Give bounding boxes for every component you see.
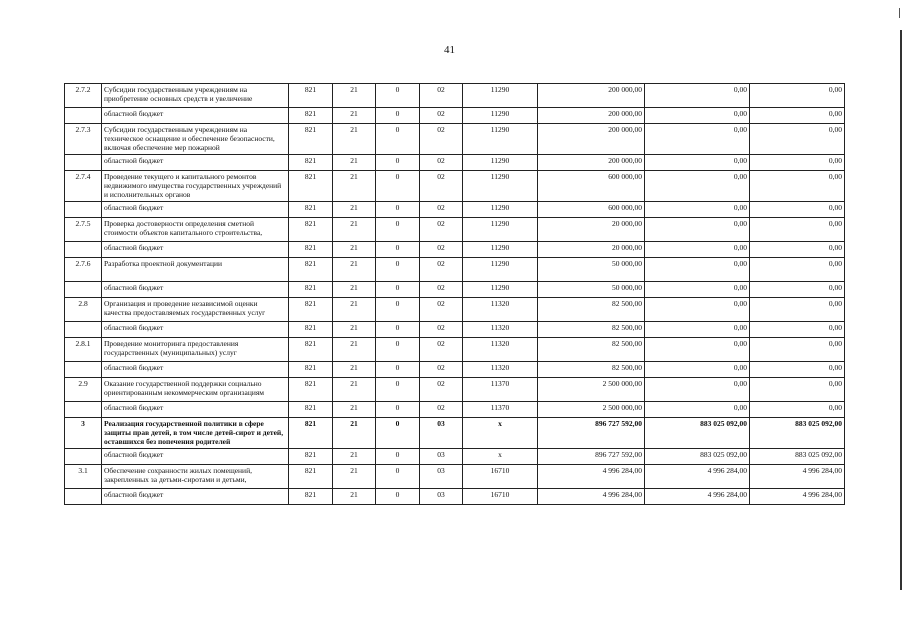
code-section: 21 — [333, 298, 376, 322]
amount-year-1: 20 000,00 — [538, 218, 645, 242]
budget-row — [65, 171, 845, 202]
code-subprogram: 03 — [420, 465, 463, 489]
code-program: 0 — [376, 449, 420, 465]
code-target: 11370 — [463, 378, 538, 402]
code-subprogram: 02 — [420, 298, 463, 322]
code-subprogram: 02 — [420, 84, 463, 108]
code-target: 11290 — [463, 155, 538, 171]
item-name: Проведение мониторинга предоставления государственных (муниципальных) услуг — [102, 338, 289, 362]
amount-year-2: 0,00 — [645, 108, 750, 124]
item-number: 2.7.4 — [65, 171, 102, 202]
budget-row — [65, 124, 845, 155]
amount-year-2: 883 025 092,00 — [645, 449, 750, 465]
budget-table-container — [64, 83, 844, 505]
amount-year-1: 600 000,00 — [538, 171, 645, 202]
budget-row — [65, 378, 845, 402]
amount-year-1: 200 000,00 — [538, 155, 645, 171]
budget-subrow — [65, 362, 845, 378]
code-gov: 821 — [289, 449, 333, 465]
item-name: областной бюджет — [102, 282, 289, 298]
code-section: 21 — [333, 218, 376, 242]
code-gov: 821 — [289, 124, 333, 155]
amount-year-3: 0,00 — [750, 108, 845, 124]
code-section: 21 — [333, 449, 376, 465]
code-target: х — [463, 449, 538, 465]
code-program: 0 — [376, 322, 420, 338]
amount-year-1: 600 000,00 — [538, 202, 645, 218]
code-section: 21 — [333, 202, 376, 218]
item-number — [65, 322, 102, 338]
item-name: областной бюджет — [102, 402, 289, 418]
code-gov: 821 — [289, 298, 333, 322]
code-subprogram: 02 — [420, 202, 463, 218]
code-section: 21 — [333, 242, 376, 258]
code-section: 21 — [333, 258, 376, 282]
code-gov: 821 — [289, 402, 333, 418]
amount-year-3: 0,00 — [750, 124, 845, 155]
code-program: 0 — [376, 155, 420, 171]
code-program: 0 — [376, 242, 420, 258]
amount-year-2: 0,00 — [645, 171, 750, 202]
amount-year-3: 0,00 — [750, 402, 845, 418]
code-subprogram: 02 — [420, 282, 463, 298]
amount-year-2: 0,00 — [645, 298, 750, 322]
code-subprogram: 03 — [420, 489, 463, 505]
item-name: областной бюджет — [102, 362, 289, 378]
amount-year-1: 82 500,00 — [538, 322, 645, 338]
code-subprogram: 02 — [420, 322, 463, 338]
item-name: Разработка проектной документации — [102, 258, 289, 282]
amount-year-1: 200 000,00 — [538, 108, 645, 124]
code-section: 21 — [333, 418, 376, 449]
code-program: 0 — [376, 298, 420, 322]
amount-year-1: 4 996 284,00 — [538, 489, 645, 505]
code-target: 11290 — [463, 258, 538, 282]
amount-year-1: 50 000,00 — [538, 282, 645, 298]
budget-row — [65, 338, 845, 362]
code-section: 21 — [333, 338, 376, 362]
item-number: 2.7.2 — [65, 84, 102, 108]
amount-year-2: 0,00 — [645, 202, 750, 218]
code-subprogram: 02 — [420, 218, 463, 242]
code-gov: 821 — [289, 362, 333, 378]
code-gov: 821 — [289, 282, 333, 298]
amount-year-3: 4 996 284,00 — [750, 465, 845, 489]
amount-year-2: 0,00 — [645, 218, 750, 242]
code-section: 21 — [333, 84, 376, 108]
item-name: Проведение текущего и капитального ремонтов недвижимого имущества государственных учреждений и исполнительных органов — [102, 171, 289, 202]
item-name: областной бюджет — [102, 322, 289, 338]
item-number — [65, 282, 102, 298]
amount-year-2: 883 025 092,00 — [645, 418, 750, 449]
amount-year-2: 0,00 — [645, 258, 750, 282]
item-number: 3.1 — [65, 465, 102, 489]
item-number: 2.9 — [65, 378, 102, 402]
code-program: 0 — [376, 489, 420, 505]
amount-year-3: 0,00 — [750, 338, 845, 362]
amount-year-2: 0,00 — [645, 362, 750, 378]
code-target: 11370 — [463, 402, 538, 418]
code-program: 0 — [376, 465, 420, 489]
code-target: 16710 — [463, 489, 538, 505]
budget-subrow — [65, 282, 845, 298]
amount-year-1: 2 500 000,00 — [538, 378, 645, 402]
amount-year-1: 82 500,00 — [538, 338, 645, 362]
budget-row — [65, 218, 845, 242]
code-target: 11320 — [463, 322, 538, 338]
code-target: 11320 — [463, 338, 538, 362]
code-gov: 821 — [289, 489, 333, 505]
amount-year-1: 20 000,00 — [538, 242, 645, 258]
code-subprogram: 02 — [420, 124, 463, 155]
amount-year-3: 0,00 — [750, 282, 845, 298]
code-program: 0 — [376, 218, 420, 242]
code-gov: 821 — [289, 418, 333, 449]
code-subprogram: 02 — [420, 242, 463, 258]
code-gov: 821 — [289, 465, 333, 489]
budget-subrow — [65, 202, 845, 218]
item-name: Организация и проведение независимой оценки качества предоставляемых государственных услуг — [102, 298, 289, 322]
page-number: 41 — [444, 44, 455, 56]
scan-edge-mark — [899, 8, 900, 18]
budget-subrow — [65, 322, 845, 338]
amount-year-3: 0,00 — [750, 202, 845, 218]
code-target: 16710 — [463, 465, 538, 489]
item-number — [65, 402, 102, 418]
code-program: 0 — [376, 84, 420, 108]
item-name: областной бюджет — [102, 449, 289, 465]
code-gov: 821 — [289, 202, 333, 218]
code-section: 21 — [333, 171, 376, 202]
amount-year-3: 0,00 — [750, 242, 845, 258]
code-program: 0 — [376, 108, 420, 124]
item-number — [65, 108, 102, 124]
budget-subrow — [65, 108, 845, 124]
code-program: 0 — [376, 202, 420, 218]
item-name: Проверка достоверности определения сметной стоимости объектов капитального строительства, — [102, 218, 289, 242]
amount-year-2: 0,00 — [645, 124, 750, 155]
code-program: 0 — [376, 402, 420, 418]
budget-subrow — [65, 489, 845, 505]
item-number: 2.7.6 — [65, 258, 102, 282]
amount-year-2: 4 996 284,00 — [645, 489, 750, 505]
amount-year-2: 0,00 — [645, 322, 750, 338]
item-number — [65, 362, 102, 378]
item-name: областной бюджет — [102, 202, 289, 218]
item-name: Обеспечение сохранности жилых помещений, закрепленных за детьми-сиротами и детьми, — [102, 465, 289, 489]
code-subprogram: 02 — [420, 108, 463, 124]
amount-year-2: 0,00 — [645, 282, 750, 298]
code-gov: 821 — [289, 258, 333, 282]
code-program: 0 — [376, 124, 420, 155]
amount-year-3: 0,00 — [750, 298, 845, 322]
code-subprogram: 02 — [420, 402, 463, 418]
amount-year-2: 0,00 — [645, 338, 750, 362]
code-program: 0 — [376, 362, 420, 378]
code-subprogram: 02 — [420, 258, 463, 282]
code-gov: 821 — [289, 322, 333, 338]
code-section: 21 — [333, 124, 376, 155]
amount-year-3: 883 025 092,00 — [750, 449, 845, 465]
item-number: 2.7.3 — [65, 124, 102, 155]
code-section: 21 — [333, 465, 376, 489]
amount-year-3: 883 025 092,00 — [750, 418, 845, 449]
amount-year-2: 0,00 — [645, 155, 750, 171]
item-name: Оказание государственной поддержки социально ориентированным некоммерческим организациям — [102, 378, 289, 402]
amount-year-1: 82 500,00 — [538, 362, 645, 378]
item-name: Реализация государственной политики в сфере защиты прав детей, в том числе детей-сирот и детей, оставшихся без попечения родителей — [102, 418, 289, 449]
amount-year-1: 82 500,00 — [538, 298, 645, 322]
code-subprogram: 03 — [420, 449, 463, 465]
budget-row — [65, 418, 845, 449]
amount-year-2: 0,00 — [645, 402, 750, 418]
code-gov: 821 — [289, 218, 333, 242]
item-name: областной бюджет — [102, 155, 289, 171]
amount-year-3: 0,00 — [750, 84, 845, 108]
item-number — [65, 155, 102, 171]
code-section: 21 — [333, 155, 376, 171]
code-target: х — [463, 418, 538, 449]
code-subprogram: 02 — [420, 338, 463, 362]
amount-year-3: 0,00 — [750, 155, 845, 171]
amount-year-2: 4 996 284,00 — [645, 465, 750, 489]
code-gov: 821 — [289, 338, 333, 362]
code-subprogram: 02 — [420, 378, 463, 402]
budget-subrow — [65, 242, 845, 258]
code-gov: 821 — [289, 378, 333, 402]
amount-year-2: 0,00 — [645, 378, 750, 402]
item-number: 2.8 — [65, 298, 102, 322]
item-name: Субсидии государственным учреждениям на техническое оснащение и обеспечение безопасности, включая обеспечение мер пожарной — [102, 124, 289, 155]
code-program: 0 — [376, 378, 420, 402]
code-target: 11320 — [463, 362, 538, 378]
code-section: 21 — [333, 322, 376, 338]
code-section: 21 — [333, 282, 376, 298]
amount-year-1: 2 500 000,00 — [538, 402, 645, 418]
code-section: 21 — [333, 489, 376, 505]
code-section: 21 — [333, 402, 376, 418]
code-gov: 821 — [289, 108, 333, 124]
amount-year-2: 0,00 — [645, 84, 750, 108]
code-program: 0 — [376, 282, 420, 298]
amount-year-2: 0,00 — [645, 242, 750, 258]
amount-year-1: 4 996 284,00 — [538, 465, 645, 489]
code-section: 21 — [333, 362, 376, 378]
budget-subrow — [65, 155, 845, 171]
code-subprogram: 02 — [420, 362, 463, 378]
amount-year-3: 0,00 — [750, 362, 845, 378]
code-gov: 821 — [289, 171, 333, 202]
code-gov: 821 — [289, 84, 333, 108]
budget-subrow — [65, 402, 845, 418]
amount-year-3: 0,00 — [750, 218, 845, 242]
code-program: 0 — [376, 258, 420, 282]
item-number — [65, 202, 102, 218]
code-gov: 821 — [289, 155, 333, 171]
code-target: 11290 — [463, 218, 538, 242]
scan-edge-bar — [900, 30, 902, 590]
amount-year-3: 0,00 — [750, 258, 845, 282]
code-target: 11290 — [463, 202, 538, 218]
code-target: 11290 — [463, 84, 538, 108]
code-program: 0 — [376, 338, 420, 362]
budget-row — [65, 84, 845, 108]
code-target: 11290 — [463, 124, 538, 155]
item-number — [65, 489, 102, 505]
item-name: областной бюджет — [102, 242, 289, 258]
budget-row — [65, 465, 845, 489]
amount-year-3: 0,00 — [750, 322, 845, 338]
amount-year-1: 896 727 592,00 — [538, 418, 645, 449]
budget-row — [65, 258, 845, 282]
item-number: 2.8.1 — [65, 338, 102, 362]
code-target: 11290 — [463, 242, 538, 258]
amount-year-1: 896 727 592,00 — [538, 449, 645, 465]
amount-year-3: 4 996 284,00 — [750, 489, 845, 505]
item-number: 2.7.5 — [65, 218, 102, 242]
code-gov: 821 — [289, 242, 333, 258]
code-subprogram: 02 — [420, 155, 463, 171]
budget-row — [65, 298, 845, 322]
code-target: 11320 — [463, 298, 538, 322]
item-name: областной бюджет — [102, 489, 289, 505]
item-number — [65, 449, 102, 465]
item-number — [65, 242, 102, 258]
code-target: 11290 — [463, 108, 538, 124]
amount-year-1: 50 000,00 — [538, 258, 645, 282]
budget-table — [64, 83, 845, 505]
amount-year-3: 0,00 — [750, 171, 845, 202]
budget-table-body — [65, 84, 845, 505]
code-target: 11290 — [463, 171, 538, 202]
code-section: 21 — [333, 378, 376, 402]
code-section: 21 — [333, 108, 376, 124]
amount-year-3: 0,00 — [750, 378, 845, 402]
code-program: 0 — [376, 171, 420, 202]
code-target: 11290 — [463, 282, 538, 298]
item-name: областной бюджет — [102, 108, 289, 124]
item-number: 3 — [65, 418, 102, 449]
amount-year-1: 200 000,00 — [538, 124, 645, 155]
code-subprogram: 02 — [420, 171, 463, 202]
item-name: Субсидии государственным учреждениям на приобретение основных средств и увеличение — [102, 84, 289, 108]
code-subprogram: 03 — [420, 418, 463, 449]
budget-subrow — [65, 449, 845, 465]
code-program: 0 — [376, 418, 420, 449]
amount-year-1: 200 000,00 — [538, 84, 645, 108]
